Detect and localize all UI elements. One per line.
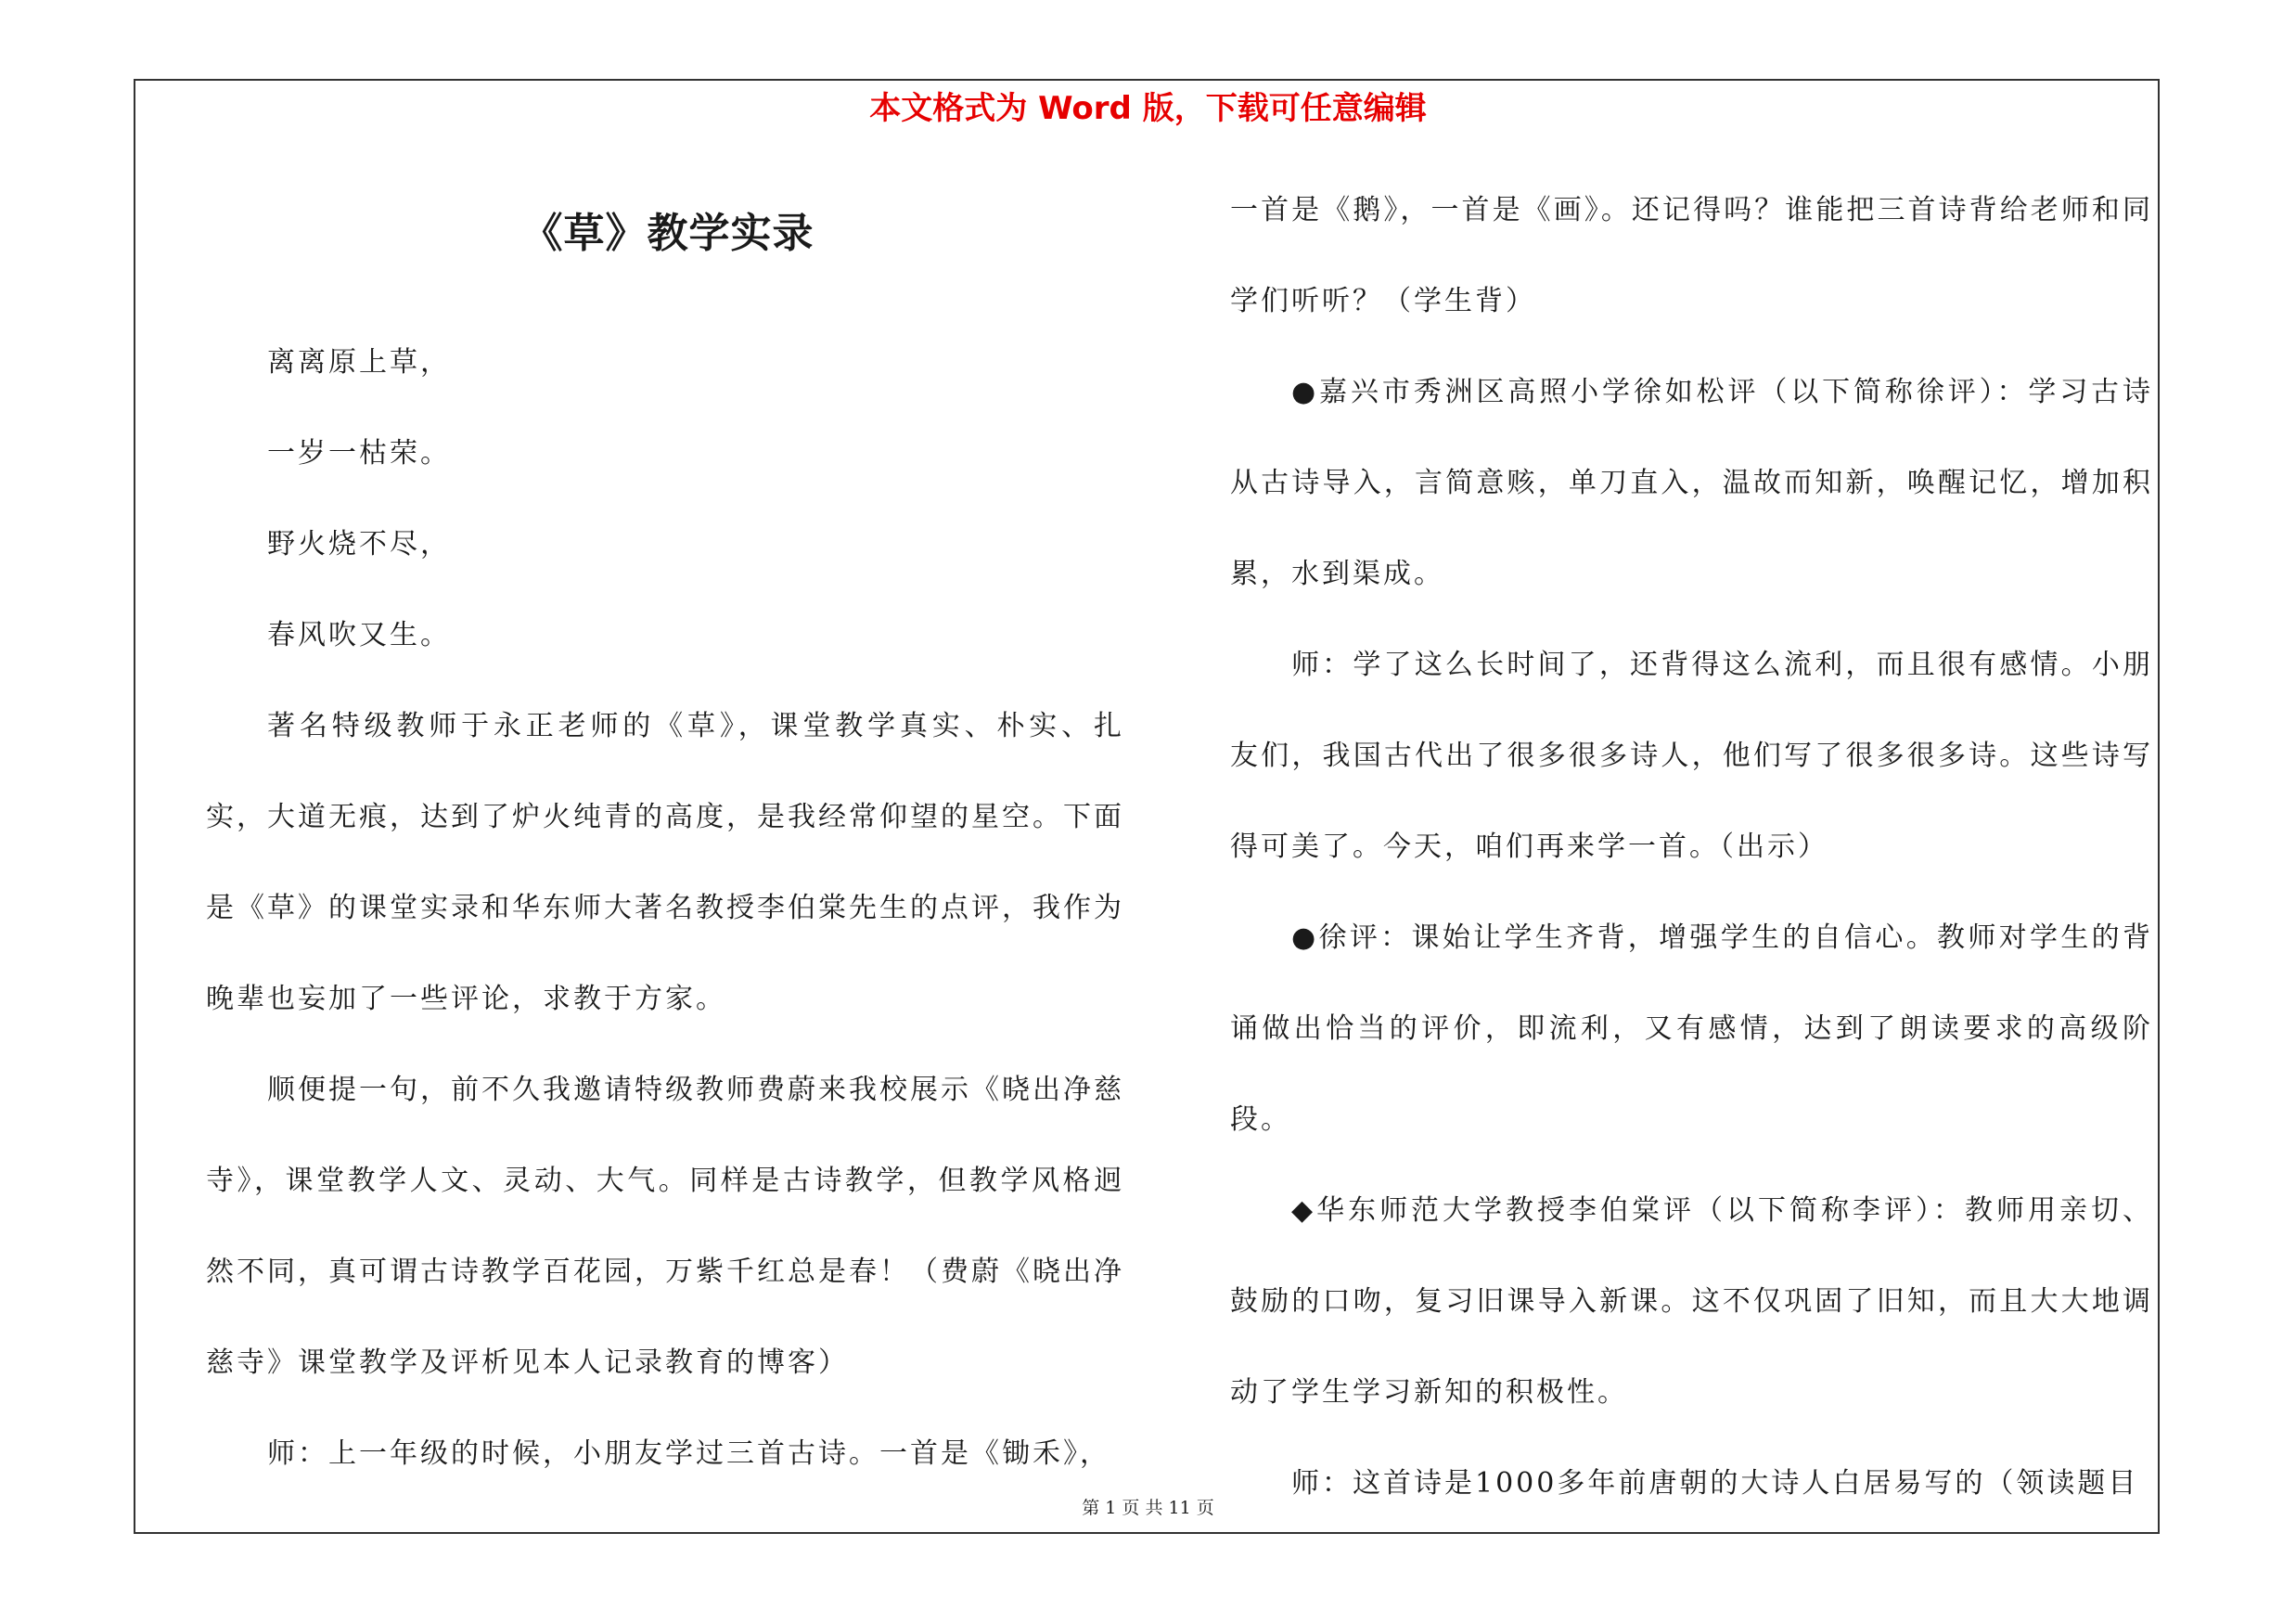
commentary-paragraph: ●徐评：课始让学生齐背，增强学生的自信心。教师对学生的背诵做出恰当的评价，即流利，又有感情，达到了朗读要求的高级阶段。	[1230, 921, 2153, 1136]
format-banner: 本文格式为 Word 版，下载可任意编辑	[869, 90, 1427, 127]
body-paragraph: 师：学了这么长时间了，还背得这么流利，而且很有感情。小朋友们，我国古代出了很多很多诗人，他们写了很多很多诗。这些诗写得可美了。今天，咱们再来学一首。（出示）	[1230, 649, 2153, 863]
right-column	[1230, 165, 2153, 1529]
document-title: 《草》教学实录	[521, 210, 815, 257]
body-paragraph-continued: 一首是《鹅》，一首是《画》。还记得吗？谁能把三首诗背给老师和同学们听听？（学生背）	[1230, 194, 2153, 317]
body-paragraph: 顺便提一句，前不久我邀请特级教师费蔚来我校展示《晓出净慈寺》，课堂教学人文、灵动、大气。同样是古诗教学，但教学风格迥然不同，真可谓古诗教学百花园，万紫千红总是春！（费蔚《晓出净慈寺》课堂教学及评析见本人记录教育的博客）	[206, 1074, 1124, 1379]
body-paragraph: 师：上一年级的时候，小朋友学过三首古诗。一首是《锄禾》，	[267, 1437, 1110, 1470]
poem-line: 春风吹又生。	[267, 619, 451, 651]
page-footer: 第 1 页 共 11 页	[1082, 1498, 1214, 1518]
commentary-paragraph: ●嘉兴市秀洲区高照小学徐如松评（以下简称徐评）：学习古诗从古诗导入，言简意赅，单刀直入，温故而知新，唤醒记忆，增加积累，水到渠成。	[1230, 376, 2153, 590]
commentary-paragraph: ◆华东师范大学教授李伯棠评（以下简称李评）：教师用亲切、鼓励的口吻，复习旧课导入新课。这不仅巩固了旧知，而且大大地调动了学生学习新知的积极性。	[1230, 1194, 2153, 1409]
left-column	[206, 317, 1124, 1500]
poem-line: 野火烧不尽，	[267, 528, 451, 560]
poem-line: 离离原上草，	[267, 346, 451, 379]
poem-line: 一岁一枯荣。	[267, 437, 451, 470]
body-paragraph: 著名特级教师于永正老师的《草》，课堂教学真实、朴实、扎实，大道无痕，达到了炉火纯青的高度，是我经常仰望的星空。下面是《草》的课堂实录和华东师大著名教授李伯棠先生的点评，我作为晚辈也妄加了一些评论，求教于方家。	[206, 710, 1124, 1015]
body-paragraph: 师：这首诗是1000多年前唐朝的大诗人白居易写的（领读题目	[1291, 1467, 2139, 1500]
